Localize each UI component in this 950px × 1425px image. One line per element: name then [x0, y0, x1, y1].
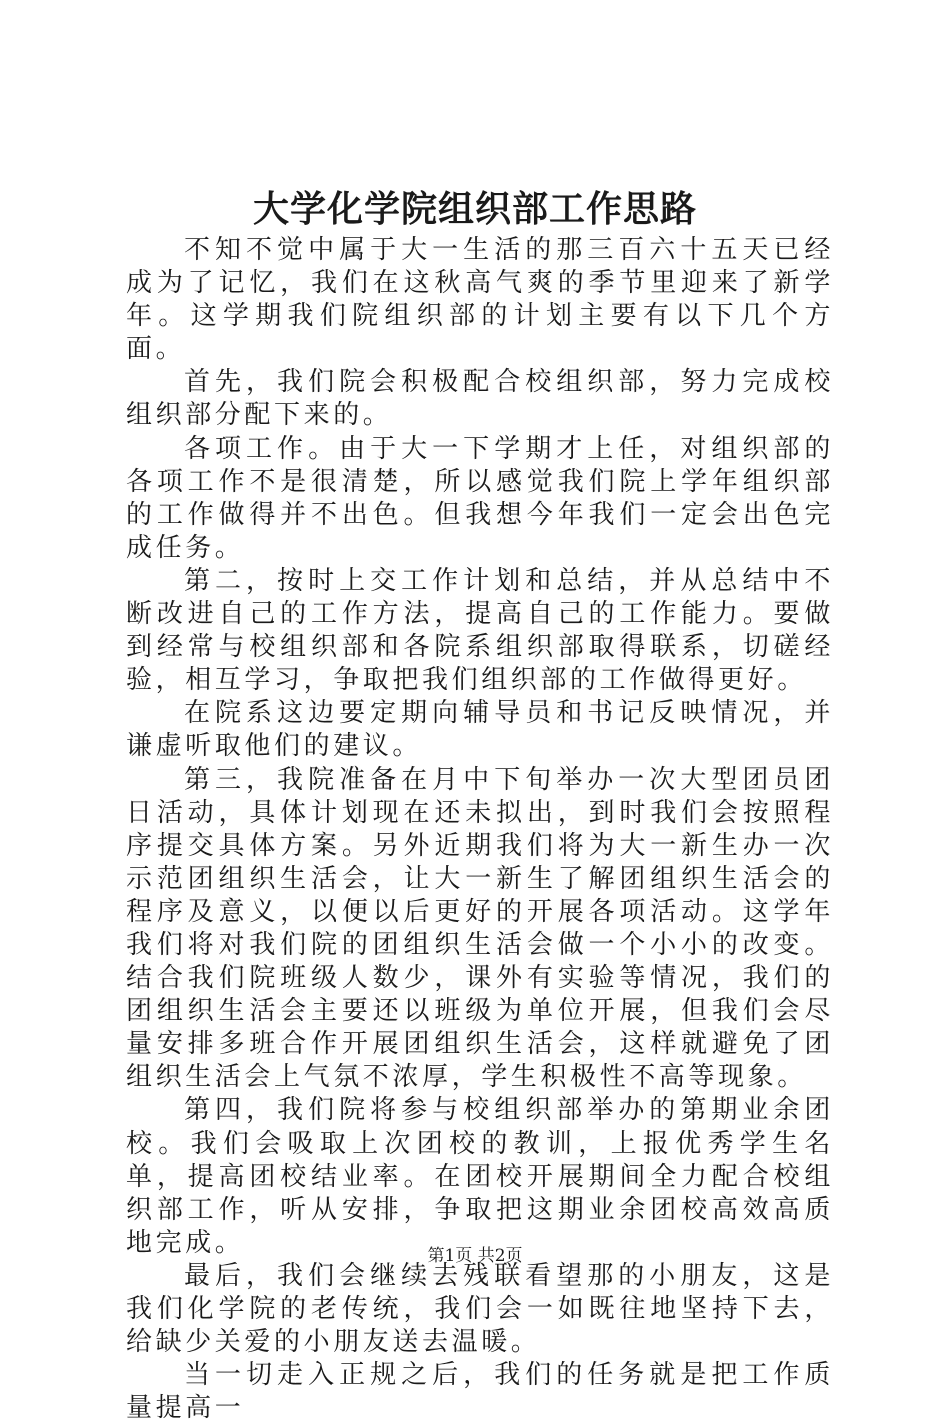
- paragraph: 第四，我们院将参与校组织部举办的第期业余团校。我们会吸取上次团校的教训，上报优秀学生名单，提高团校结业率。在团校开展期间全力配合校组织部工作，听从安排，争取把这期业余团校高效高质地完成。: [126, 1095, 834, 1258]
- paragraph: 在院系这边要定期向辅导员和书记反映情况，并谦虚听取他们的建议。: [126, 698, 834, 762]
- paragraph: 第三，我院准备在月中下旬举办一次大型团员团日活动，具体计划现在还未拟出，到时我们会按照程序提交具体方案。另外近期我们将为大一新生办一次示范团组织生活会，让大一新生了解团组织生活会的程序及意义，以便以后更好的开展各项活动。这学年我们将对我们院的团组织生活会做一个小小的改变。结合我们院班级人数少，课外有实验等情况，我们的团组织生活会主要还以班级为单位开展，但我们会尽量安排多班合作开展团组织生活会，这样就避免了团组织生活会上气氛不浓厚，学生积极性不高等现象。: [126, 764, 834, 1093]
- paragraph: 不知不觉中属于大一生活的那三百六十五天已经成为了记忆，我们在这秋高气爽的季节里迎来了新学年。这学期我们院组织部的计划主要有以下几个方面。: [126, 235, 834, 365]
- paragraph: 最后，我们会继续去残联看望那的小朋友，这是我们化学院的老传统，我们会一如既往地坚持下去，给缺少关爱的小朋友送去温暖。: [126, 1260, 834, 1358]
- paragraph: 第二，按时上交工作计划和总结，并从总结中不断改进自己的工作方法，提高自己的工作能力。要做到经常与校组织部和各院系组织部取得联系，切磋经验，相互学习，争取把我们组织部的工作做得更好。: [126, 565, 834, 696]
- paragraph: 各项工作。由于大一下学期才上任，对组织部的各项工作不是很清楚，所以感觉我们院上学年组织部的工作做得并不出色。但我想今年我们一定会出色完成任务。: [126, 433, 834, 563]
- document-title: 大学化学院组织部工作思路: [252, 188, 697, 230]
- page-number-footer: 第1页 共2页: [427, 1246, 523, 1266]
- paragraph: 当一切走入正规之后，我们的任务就是把工作质量提高一: [126, 1360, 834, 1424]
- paragraph: 首先，我们院会积极配合校组织部，努力完成校组织部分配下来的。: [126, 367, 834, 431]
